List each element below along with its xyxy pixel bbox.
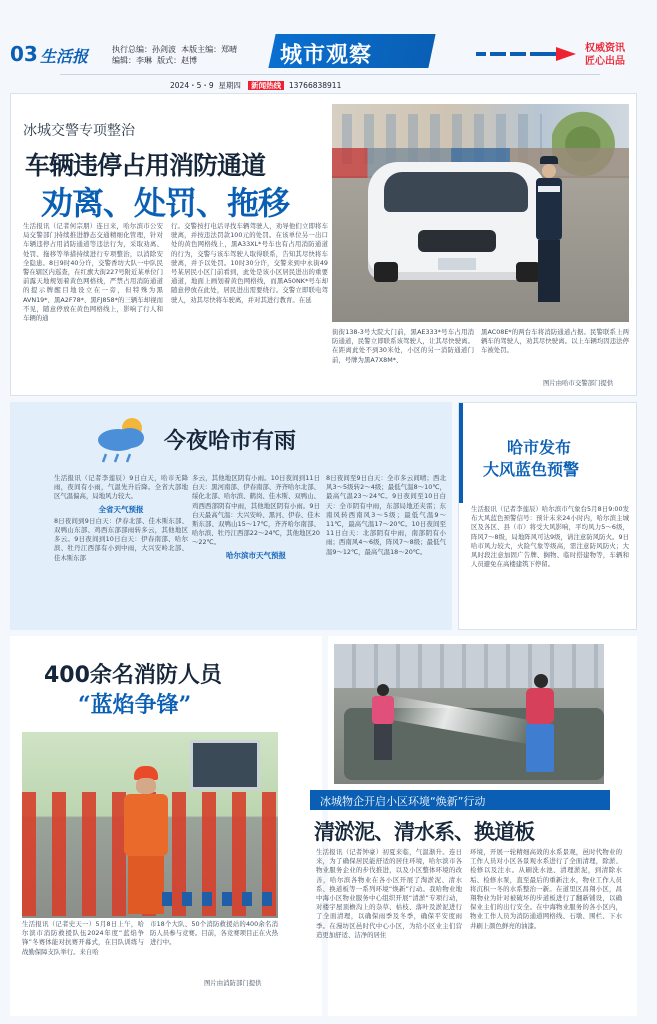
worker-right-head [534, 674, 548, 688]
officer-cap [540, 156, 558, 164]
worker-left-body [372, 696, 394, 724]
firefighters-section [10, 636, 322, 1016]
date-line [170, 80, 341, 91]
designer: 版式：赵博 [157, 56, 198, 65]
hotline-number: 13766838911 [288, 81, 342, 90]
apartment-building-shape [334, 644, 604, 688]
arrow-icon [476, 46, 576, 60]
firefighters-col-1: 生活报讯（记者史天一）5月8日上午，哈尔滨市消防救援队伍2024年度“蓝焰争锋”冬赛体能对抗赛开幕式，在目队训练与战勤保障支队举行。来自哈 [22, 920, 144, 956]
slogan [585, 42, 625, 68]
article-col-3: 街街138-3号大院大门前，黑AE333*号车占用消防通道，民警立即联系该驾驶人，让其尽快驶离。在距离此处不到30米处，小区的另一消防通道门前，号牌为黑A7X8M*、 [332, 328, 474, 364]
cleaning-photo [334, 644, 604, 784]
wind-alert-section [458, 402, 637, 630]
traffic-police-photo [332, 104, 629, 322]
white-van-shape [368, 162, 546, 280]
weather-subhead: 全省天气预报 [98, 504, 144, 514]
police-officer-shape [532, 156, 566, 306]
kettlebell-row-shape [162, 892, 272, 906]
worker-left-shape [370, 684, 396, 762]
weather-intro: 生活报讯（记者李莲辰）9日白天，哈市无降雨，夜间有小雨，气温先升后降。全省大部地区气温偏高，局地风力较大。 [54, 474, 188, 501]
weather-headline: 今夜哈市有雨 [164, 429, 297, 454]
firefighters-photo-caption: 图片由消防部门提供 [204, 979, 262, 987]
firefighter-legs [128, 856, 164, 914]
article-col-4: 黑AC08E*的两台车将消防通道占据。民警联系上两辆车的驾驶人，劝其尽快驶离。以上车辆均因违法停车被处罚。 [481, 328, 629, 355]
hotline-label: 新闻热线 [248, 81, 284, 90]
officer-head [542, 164, 556, 178]
weather-section [10, 402, 452, 630]
masthead [0, 0, 657, 90]
weekday: 星期四 [218, 81, 241, 90]
slogan-line-2: 匠心出品 [585, 56, 625, 67]
photo-caption: 图片由哈市交警部门提供 [543, 379, 614, 387]
environment-section [314, 636, 637, 1016]
wind-alert-headline-1: 哈市发布 [507, 438, 572, 457]
officer-legs [538, 240, 560, 302]
environment-col-2: 环境，开展一轮精细高效的水系景观，邑时代物业的工作人员对小区各景观水系进行了全面清理，除淤、检修以及注水。从刷洗水池、清理淤泥，到清除水垢、检修水泵，直至最后的重新注水，物业工作人员将沉积一冬的水系整治一新。在道里区昌翔小区，昌翔物业为针对被破坏的步道板进行了翻新铺设，以确保业主们的出行安全。在中海物业服务的各小区内，物业工作人员为消防通道网格线、石墩、围栏、下水井刷上颜色鲜亮的油漆。 [470, 848, 622, 930]
firefighters-headline-1: 400余名消防人员 [44, 663, 222, 688]
weather-province-body: 8日夜间到9日白天：伊春北部、佳木斯东部、双鸭山东部、鸡西东部部雨转多云，其他地区多云。9日夜间到10日白天：伊春南部、哈尔滨、牡丹江西部有小到中雨，大兴安岭北部、佳木斯东部 [54, 516, 188, 562]
section-title: 城市观察 [280, 43, 373, 68]
wind-alert-headline-2: 大风蓝色预警 [483, 460, 580, 479]
worker-right-body [526, 688, 554, 724]
van-windshield [384, 172, 528, 212]
article-headline-2: 劝离、处罚、拖移 [41, 184, 290, 222]
rain-cloud-icon [90, 414, 154, 464]
firefighter-torso [124, 794, 168, 856]
date-bar [60, 74, 600, 75]
firefighters-photo [22, 732, 278, 918]
article-col-1: 生活报讯（记者何宗朋）连日来，哈尔滨市公安局交警部门持续推进静态交通精细化管理，针对车辆违停占用消防通道等违法行为，采取劝离、处罚、拖移等举措持续进行专项整治，以消除安全隐患。8日9时40分许，交警香坊大队一中队民警在辖区内巡查，在红旗大街227号附近某单位门前露天地规划着黄色网格线，严禁占用消防通道的提示牌醒目地设立在一旁，但特殊为黑AVN19*、黑A2F78*、黑FJ858*的三辆车却视而不见，随意停放在黄色网格线上，影响了行人和车辆的通 [23, 222, 163, 323]
van-wheel-left [374, 262, 398, 282]
wind-alert-body: 生活报讯（记者李莲辰）哈尔滨市气象台5月8日9:00发布大风蓝色预警信号：预计未来24小时内，哈尔滨主城区及各区、县（市）将受大风影响，平均风力5～6级，阵风7～8级，局地阵风可达9级，请注意防风防火。9日哈市风力较大，火险气象等级高，需注意防风防火；大风时段注意加固广告牌、搁物、临时搭建物等，车辆和人员避免在高楼建筑下停留。 [471, 505, 629, 569]
screen-board-shape [190, 740, 260, 790]
article-headline-1: 车辆违停占用消防通道 [25, 151, 266, 180]
firefighters-col-2: 市18个大队、50个消防救援站的400余名消防人员参与竞赛。目前，各竞赛项目正在火热进行中。 [150, 920, 278, 947]
worker-right-shape [520, 674, 560, 774]
editor-credits [112, 44, 237, 66]
exec-editor: 本版主编：郑晴 [181, 45, 238, 54]
wind-alert-bar [459, 403, 463, 503]
environment-col-1: 生活报讯（记者钟豪）初夏来临，气温渐升。连日来，为了确保居民能舒适的居住环境，哈尔滨市各物业服务企业的步伐推进，以及小区整体环境的改善，哈尔滨各物业在各小区开展了淘淤泥、清水系、换道板等一系列环境“焕新”行动。我哈物业地中海小区物业服务中心组织开展“清淤”专项行动，对楼宇屋顶檐沟上的杂草、枯枝、落叶及淤泥进行了全面清理，以确保雨季及冬季，确保平安度雨季。在漫坊区邑时代中心小区，为给小区业主们营造更加舒适、洁净的居住 [316, 848, 462, 939]
worker-left-legs [374, 724, 392, 760]
page-number: 03 [10, 42, 38, 66]
article-kicker: 冰城交警专项整治 [23, 123, 135, 139]
article-fire-lane [10, 93, 637, 396]
van-grille [418, 230, 496, 252]
paper-name: 生活报 [40, 47, 89, 66]
worker-left-head [377, 684, 389, 696]
weather-city-subhead: 哈尔滨市天气预报 [226, 550, 286, 560]
officer-vest [538, 186, 560, 192]
weather-col-2-text: 多云，其他地区阴有小雨。10日夜间到11日白天：黑河南部、伊春南部、齐齐哈尔北部、绥化北部、哈尔滨、鹤岗、佳木斯、双鸭山、鸡西西部阴有中雨，其他地区阴有小雨。9日白天最高气温：大兴安岭、黑河、伊春、佳木斯东部、双鸭山15～17℃，齐齐哈尔南部、哈尔滨、牡丹江西部22～24℃，其他地区20～22℃。 [192, 474, 320, 547]
date: 2024・5・9 [170, 81, 214, 90]
firefighters-headline-2: “蓝焰争锋” [78, 692, 192, 718]
weather-col-2 [192, 474, 320, 626]
article-col-2: 行。交警按打电话寻找车辆驾驶人，劝导他们立即将车驶离，并按违法罚款100元的处罚。在该单位另一出口处的黄色网格线上，黑A33XL*号车也有占用消防通道的行为，交警与该车驾驶人取得联系，告知其尽快将车驶离，并予以处罚。10时30分许，交警来到中永街49号某居民小区门前看到，此处是该小区居民进出的重要通道，地面上画划着黄色网格线，而黑A50NK*号车却随意停放在此处，居民进出需要绕行。交警立即联电驾驶人，劝其尽快将车驶离，并对其进行教育。在延 [171, 222, 328, 304]
exec-chief: 执行总编：孙剑波 [112, 45, 176, 54]
worker-right-boots [526, 724, 554, 772]
editor: 编辑：李琳 [112, 56, 152, 65]
slogan-line-1: 权威资讯 [585, 43, 625, 54]
weather-col-1 [54, 474, 188, 626]
van-plate [438, 258, 476, 270]
firefighter-head [136, 778, 156, 794]
environment-kicker: 冰城物企开启小区环境“焕新”行动 [320, 795, 486, 808]
weather-col-3: 8日夜间至9日白天：全市多云间晴；西北风3～5级转2～4级；最低气温8～10℃，最高气温23～24℃。9日夜间至10日白天：全市阴有中雨，东部局地还夹雷；东南风转西南风3～5级；最低气温9～11℃，最高气温17～20℃。10日夜间至11日白天：北部阴有中雨，南部阴有小雨；西南风4～6级，阵风7～8级；最低气温9～12℃，最高气温18～20℃。 [326, 474, 446, 556]
environment-headline: 清淤泥、清水系、换道板 [314, 820, 534, 844]
